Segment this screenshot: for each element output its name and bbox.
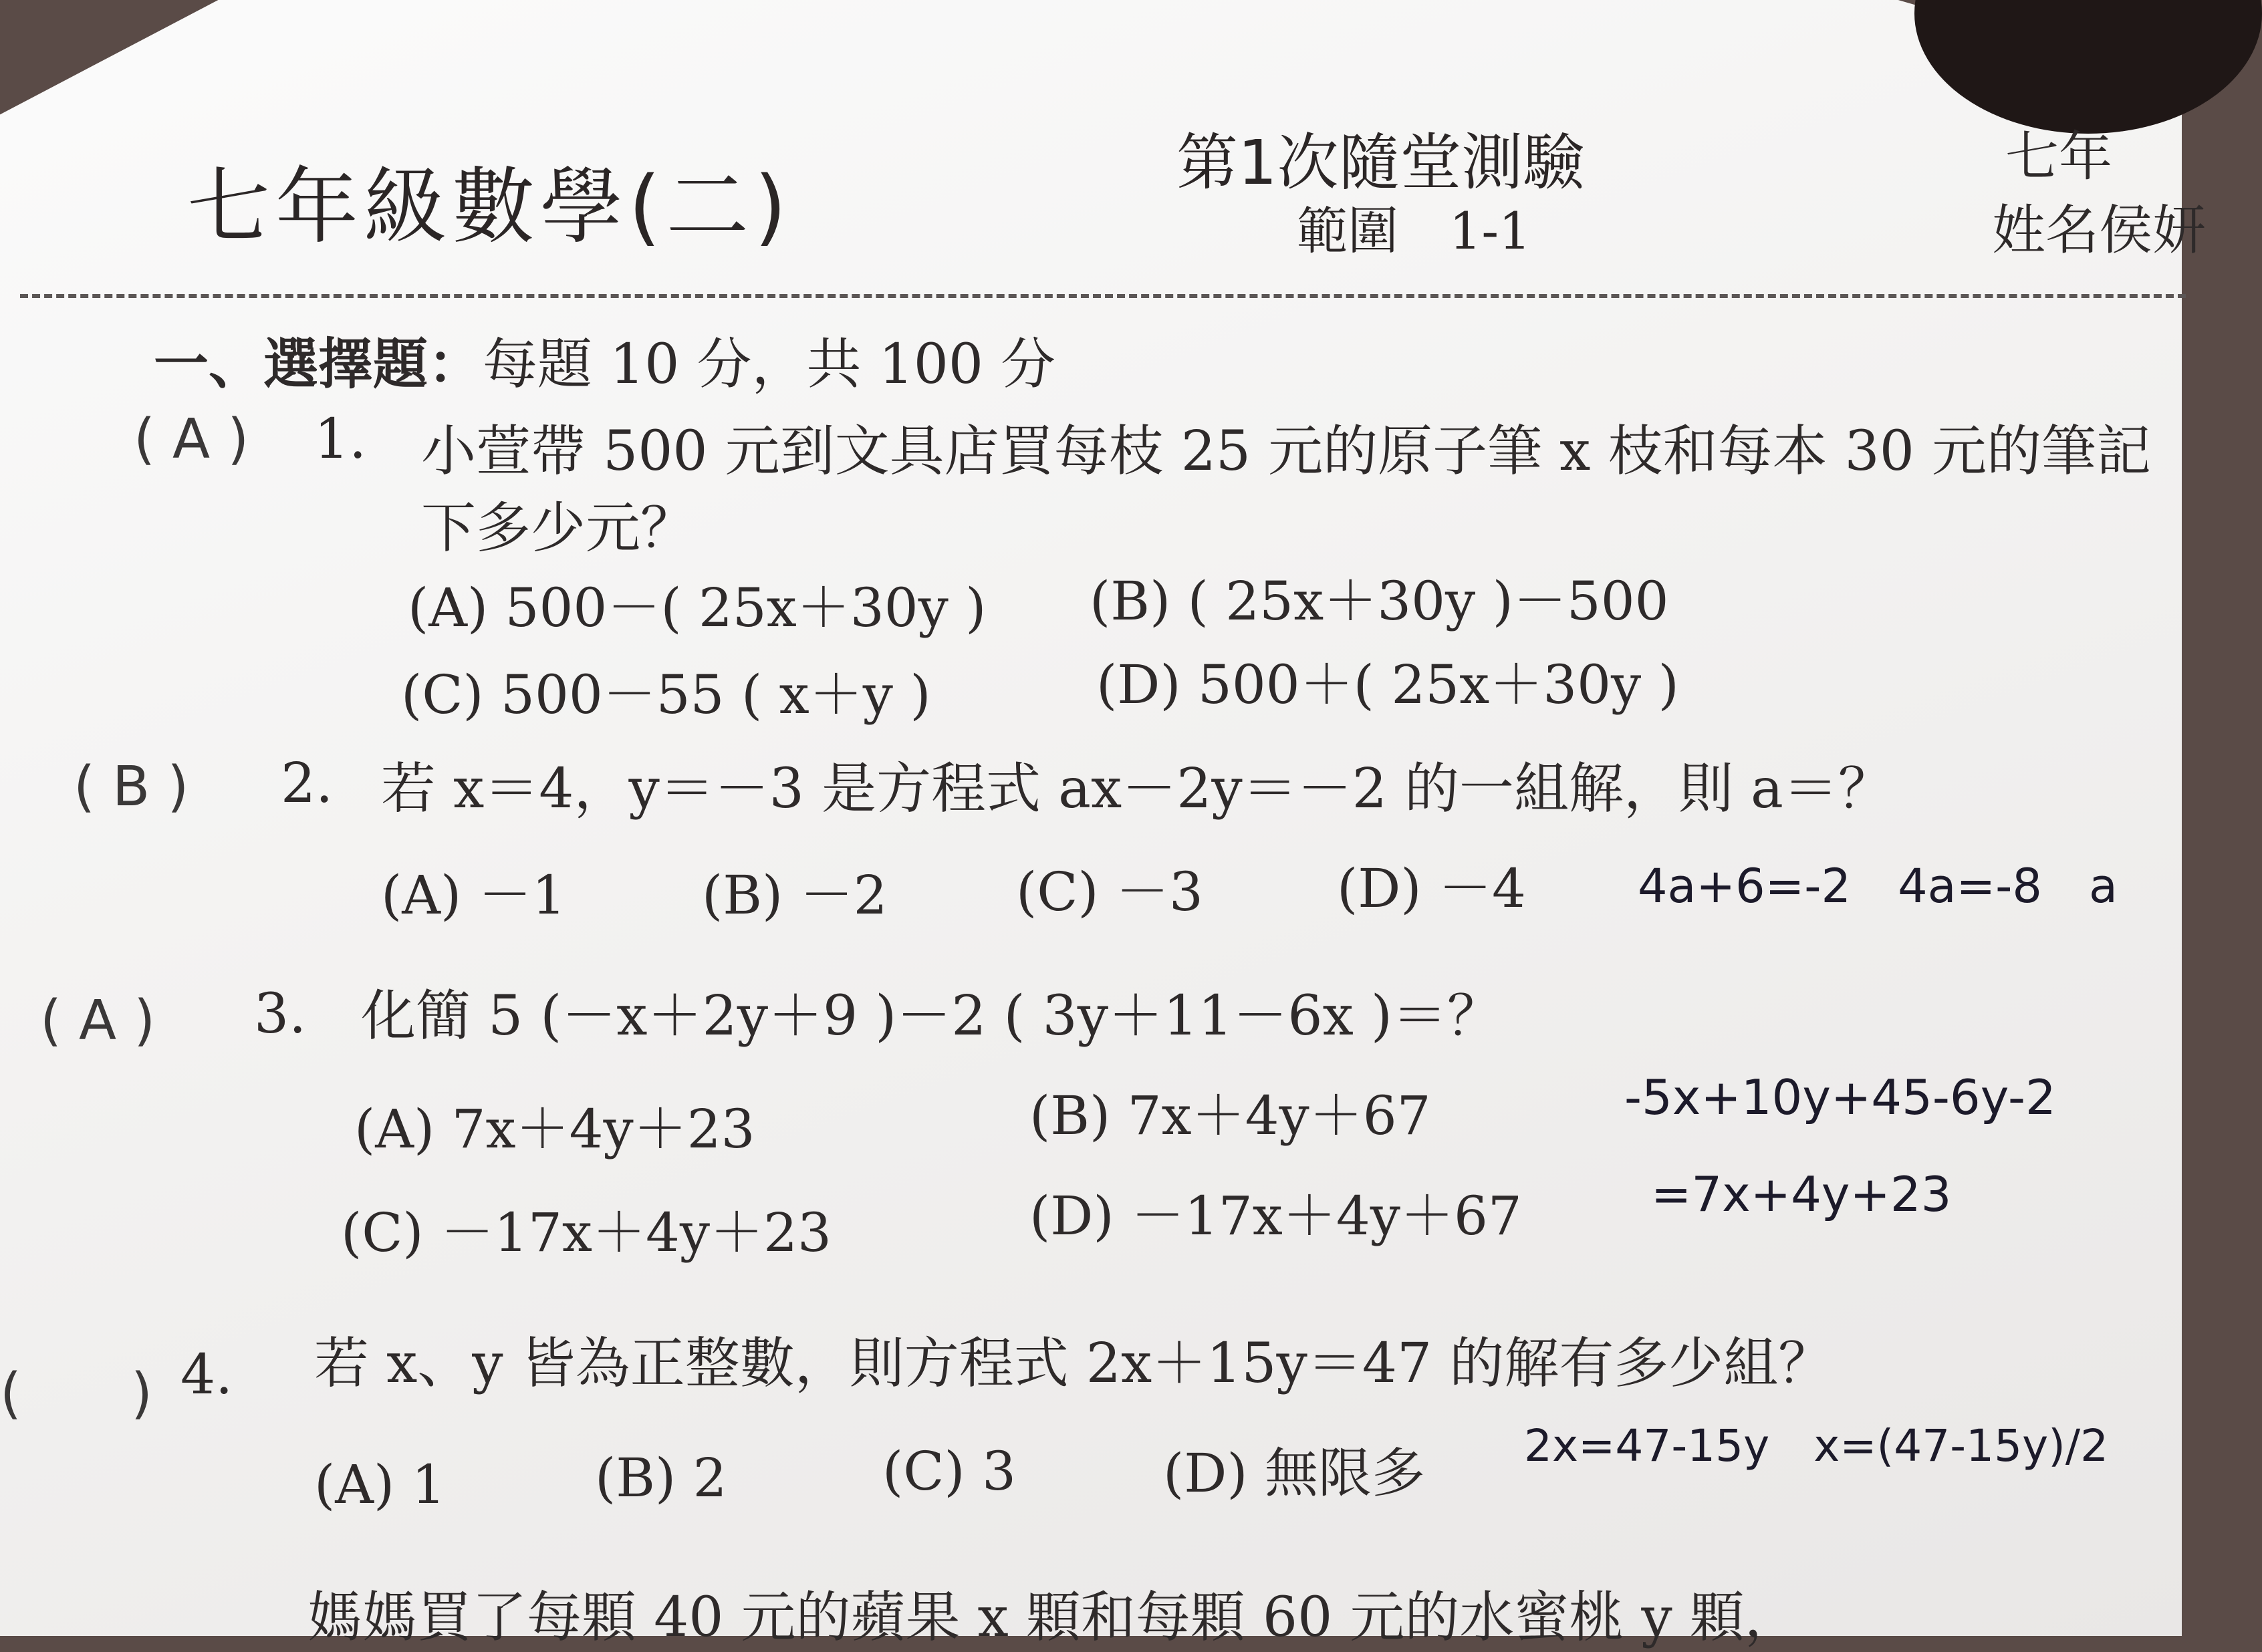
dashed-divider xyxy=(20,294,2186,298)
q4-option-a: (A) 1 xyxy=(314,1454,446,1516)
q4-number: 4. xyxy=(180,1343,233,1407)
q1-option-a: (A) 500－( 25x＋30y ) xyxy=(408,577,987,639)
q3-text-line1: 化簡 5 (－x＋2y＋9 )－2 ( 3y＋11－6x )＝？ xyxy=(361,984,1502,1048)
q3-option-c: (C) －17x＋4y＋23 xyxy=(341,1202,832,1264)
q4-option-b: (B) 2 xyxy=(595,1447,727,1509)
name-label: 姓名侯妍 xyxy=(1992,199,2206,261)
q3-handwritten-work-line2: =7x+4y+23 xyxy=(1651,1166,1952,1222)
q3-number: 3. xyxy=(254,982,307,1046)
q1-text-line1: 小萱帶 500 元到文具店買每枝 25 元的原子筆 x 枝和每本 30 元的筆記 xyxy=(421,420,2151,483)
q2-text-line1: 若 x＝4，y＝－3 是方程式 ax－2y＝－2 的一組解，則 a＝？ xyxy=(381,757,1893,821)
worksheet-title: 七年級數學(二) xyxy=(187,159,792,255)
q4-option-d: (D) 無限多 xyxy=(1163,1442,1425,1504)
q1-number: 1. xyxy=(314,408,367,471)
q2-handwritten-work: 4a+6=-2 4a=-8 a xyxy=(1638,859,2118,914)
q1-text-line2: 下多少元？ xyxy=(421,497,696,560)
q3-option-d: (D) －17x＋4y＋67 xyxy=(1029,1185,1522,1247)
quiz-range: 範圍 1-1 xyxy=(1297,201,1531,261)
quiz-title: 第1次隨堂測驗 xyxy=(1176,127,1585,198)
section-title: 一、選擇題： xyxy=(154,333,483,396)
q2-option-b: (B) －2 xyxy=(702,864,888,926)
q3-handwritten-work-line1: -5x+10y+45-6y-2 xyxy=(1624,1069,2056,1125)
q2-number: 2. xyxy=(281,752,334,815)
q1-option-c: (C) 500－55 ( x＋y ) xyxy=(401,664,931,726)
q3-option-b: (B) 7x＋4y＋67 xyxy=(1029,1085,1431,1147)
q4-text-line1: 若 x、y 皆為正整數，則方程式 2x＋15y＝47 的解有多少組？ xyxy=(314,1332,1834,1395)
q2-answer: ( B ) xyxy=(74,755,189,819)
q2-option-a: (A) －1 xyxy=(381,864,566,926)
q2-option-c: (C) －3 xyxy=(1016,861,1203,923)
q2-option-d: (D) －4 xyxy=(1337,857,1526,920)
section-scoring: 每題 10 分，共 100 分 xyxy=(483,333,1056,396)
q1-option-b: (B) ( 25x＋30y )－500 xyxy=(1090,570,1669,632)
q3-option-a: (A) 7x＋4y＋23 xyxy=(354,1098,755,1160)
q4-option-c: (C) 3 xyxy=(882,1440,1016,1502)
q5-partial-text: 媽媽買了每顆 40 元的蘋果 x 顆和每顆 60 元的水蜜桃 y 顆， xyxy=(307,1586,1799,1649)
q1-option-d: (D) 500＋( 25x＋30y ) xyxy=(1096,654,1679,716)
q4-answer: ( ) xyxy=(0,1362,152,1425)
q3-answer: ( A ) xyxy=(40,989,156,1053)
class-label: 七年 xyxy=(2005,126,2112,188)
q1-answer: ( A ) xyxy=(134,408,249,471)
q4-handwritten-work: 2x=47-15y x=(47-15y)/2 xyxy=(1524,1420,2109,1472)
section-heading xyxy=(154,321,1055,399)
